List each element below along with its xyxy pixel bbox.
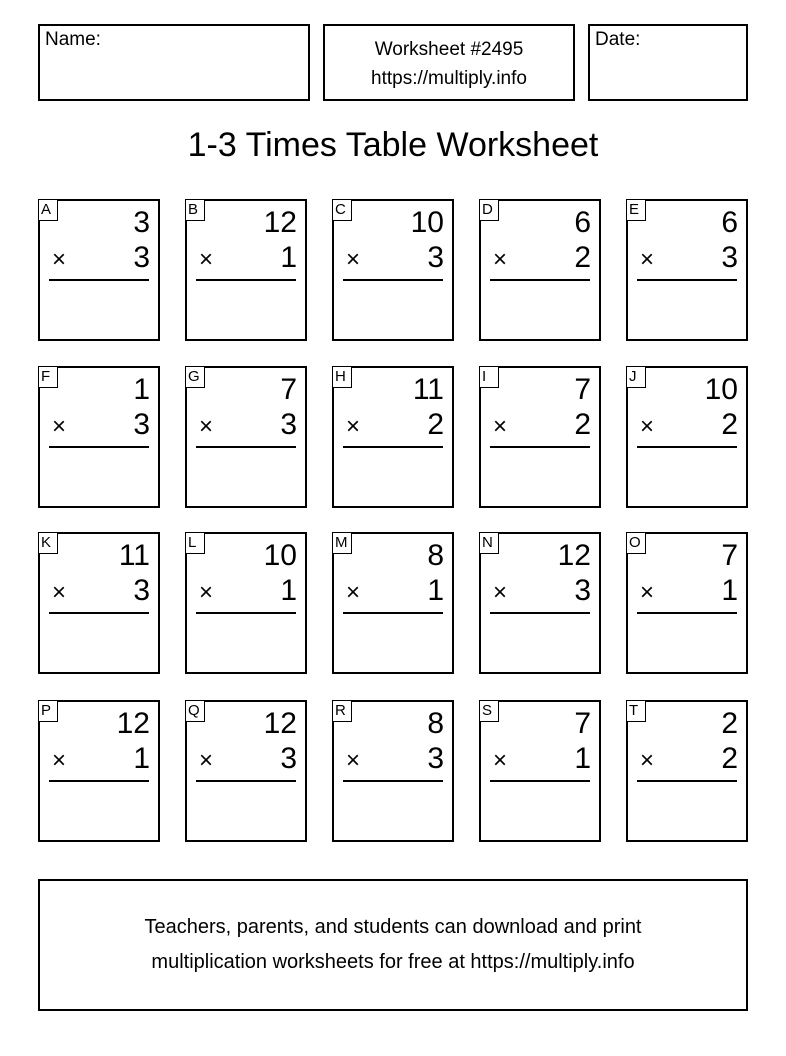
answer-line: [343, 780, 443, 782]
answer-line: [490, 612, 590, 614]
problem-letter: H: [332, 366, 352, 388]
answer-line: [490, 446, 590, 448]
multiplicand: 12: [263, 206, 297, 239]
problem-letter: E: [626, 199, 646, 221]
multiply-sign-icon: ×: [346, 413, 361, 440]
answer-line: [343, 612, 443, 614]
multiplicand: 10: [263, 539, 297, 572]
problem-card-i[interactable]: [479, 366, 601, 508]
footer-note: [38, 879, 748, 1011]
page-title: 1-3 Times Table Worksheet: [187, 126, 599, 164]
multiplicand: 12: [116, 707, 150, 740]
problem-letter: O: [626, 532, 646, 554]
problem-card-p[interactable]: [38, 700, 160, 842]
problem-card-c[interactable]: [332, 199, 454, 341]
problem-letter: S: [479, 700, 499, 722]
problem-card-r[interactable]: [332, 700, 454, 842]
multiplicand: 11: [412, 373, 444, 406]
multiplier: 2: [574, 241, 591, 274]
problem-letter: P: [38, 700, 58, 722]
multiplier: 2: [427, 408, 444, 441]
multiply-sign-icon: ×: [493, 246, 508, 273]
problem-letter: B: [185, 199, 205, 221]
multiply-sign-icon: ×: [346, 246, 361, 273]
multiply-sign-icon: ×: [52, 747, 67, 774]
problem-card-q[interactable]: [185, 700, 307, 842]
problem-letter: G: [185, 366, 205, 388]
answer-line: [490, 279, 590, 281]
problem-card-o[interactable]: [626, 532, 748, 674]
multiply-sign-icon: ×: [346, 579, 361, 606]
footer-line-1: Teachers, parents, and students can download and print: [144, 916, 642, 938]
multiplier: 1: [280, 241, 297, 274]
problem-card-s[interactable]: [479, 700, 601, 842]
multiply-sign-icon: ×: [640, 246, 655, 273]
problem-letter: K: [38, 532, 58, 554]
problem-card-k[interactable]: [38, 532, 160, 674]
answer-line: [49, 612, 149, 614]
problem-letter: I: [479, 366, 499, 388]
multiplicand: 1: [133, 373, 150, 406]
problem-card-m[interactable]: [332, 532, 454, 674]
answer-line: [490, 780, 590, 782]
problem-card-g[interactable]: [185, 366, 307, 508]
multiplier: 3: [574, 574, 591, 607]
multiplicand: 10: [410, 206, 444, 239]
multiply-sign-icon: ×: [199, 413, 214, 440]
problem-letter: A: [38, 199, 58, 221]
multiplicand: 10: [704, 373, 738, 406]
multiplier: 3: [280, 408, 297, 441]
problem-letter: L: [185, 532, 205, 554]
multiplicand: 7: [574, 707, 591, 740]
problem-letter: N: [479, 532, 499, 554]
multiplicand: 7: [721, 539, 738, 572]
multiply-sign-icon: ×: [199, 747, 214, 774]
multiply-sign-icon: ×: [640, 413, 655, 440]
multiply-sign-icon: ×: [493, 579, 508, 606]
problem-card-b[interactable]: [185, 199, 307, 341]
multiplier: 3: [133, 408, 150, 441]
answer-line: [637, 279, 737, 281]
problem-card-t[interactable]: [626, 700, 748, 842]
multiplicand: 6: [721, 206, 738, 239]
multiply-sign-icon: ×: [493, 413, 508, 440]
multiplicand: 3: [133, 206, 150, 239]
name-label: Name:: [45, 29, 101, 50]
multiplicand: 12: [263, 707, 297, 740]
multiplier: 1: [133, 742, 150, 775]
answer-line: [49, 780, 149, 782]
problem-card-l[interactable]: [185, 532, 307, 674]
problem-letter: R: [332, 700, 352, 722]
multiplier: 2: [574, 408, 591, 441]
multiplier: 2: [721, 408, 738, 441]
answer-line: [196, 612, 296, 614]
multiplier: 3: [133, 574, 150, 607]
multiplicand: 7: [574, 373, 591, 406]
multiply-sign-icon: ×: [640, 579, 655, 606]
multiplicand: 8: [427, 539, 444, 572]
multiplicand: 12: [557, 539, 591, 572]
problem-letter: Q: [185, 700, 205, 722]
multiply-sign-icon: ×: [52, 413, 67, 440]
answer-line: [196, 446, 296, 448]
multiplicand: 6: [574, 206, 591, 239]
problem-card-h[interactable]: [332, 366, 454, 508]
problem-letter: T: [626, 700, 646, 722]
answer-line: [637, 612, 737, 614]
multiply-sign-icon: ×: [640, 747, 655, 774]
multiplier: 3: [427, 241, 444, 274]
answer-line: [49, 279, 149, 281]
answer-line: [49, 446, 149, 448]
answer-line: [196, 780, 296, 782]
worksheet-number: Worksheet #2495: [374, 39, 524, 60]
multiplicand: 11: [118, 539, 150, 572]
problem-letter: M: [332, 532, 352, 554]
multiply-sign-icon: ×: [493, 747, 508, 774]
answer-line: [637, 780, 737, 782]
multiplier: 1: [280, 574, 297, 607]
problem-letter: J: [626, 366, 646, 388]
multiply-sign-icon: ×: [52, 579, 67, 606]
multiplier: 3: [280, 742, 297, 775]
multiplier: 3: [133, 241, 150, 274]
problem-card-f[interactable]: [38, 366, 160, 508]
problem-letter: F: [38, 366, 58, 388]
multiplier: 3: [427, 742, 444, 775]
multiplicand: 2: [721, 707, 738, 740]
problem-card-e[interactable]: [626, 199, 748, 341]
answer-line: [637, 446, 737, 448]
problem-card-j[interactable]: [626, 366, 748, 508]
answer-line: [343, 446, 443, 448]
multiplicand: 8: [427, 707, 444, 740]
multiplier: 2: [721, 742, 738, 775]
problem-letter: C: [332, 199, 352, 221]
multiplier: 3: [721, 241, 738, 274]
date-label: Date:: [595, 29, 641, 50]
multiply-sign-icon: ×: [199, 246, 214, 273]
problem-card-a[interactable]: [38, 199, 160, 341]
problem-card-n[interactable]: [479, 532, 601, 674]
multiply-sign-icon: ×: [52, 246, 67, 273]
multiplier: 1: [574, 742, 591, 775]
multiplier: 1: [427, 574, 444, 607]
multiplicand: 7: [280, 373, 297, 406]
multiplier: 1: [721, 574, 738, 607]
problem-letter: D: [479, 199, 499, 221]
answer-line: [343, 279, 443, 281]
website-link[interactable]: https://multiply.info: [371, 68, 527, 89]
answer-line: [196, 279, 296, 281]
multiply-sign-icon: ×: [199, 579, 214, 606]
multiply-sign-icon: ×: [346, 747, 361, 774]
problem-card-d[interactable]: [479, 199, 601, 341]
footer-line-2: multiplication worksheets for free at https://multiply.info: [151, 951, 635, 973]
